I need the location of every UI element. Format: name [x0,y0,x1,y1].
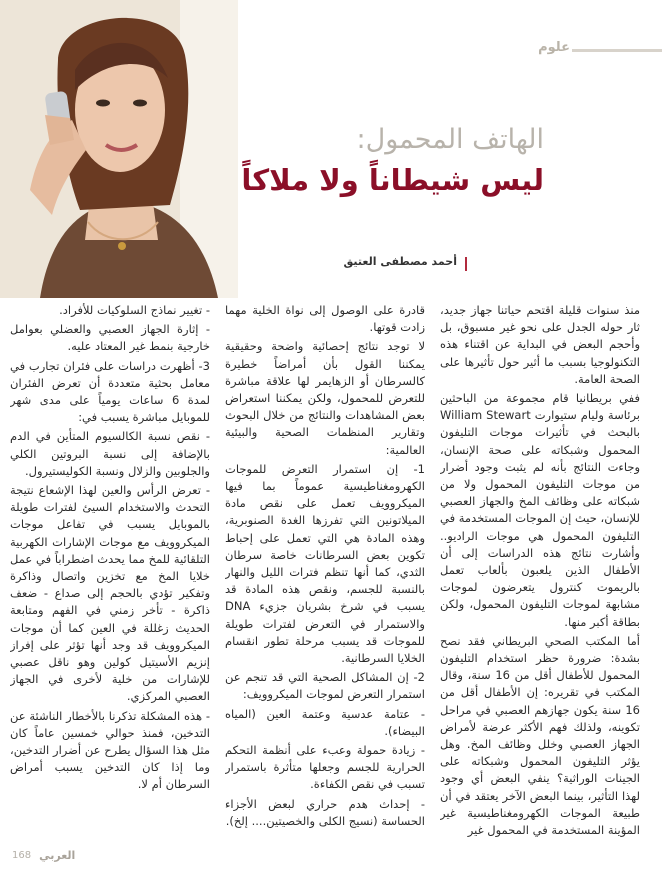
paragraph: - تعرض الرأس والعين لهذا الإشعاع نتيجة التحدث والاستخدام السيئ لفترات طويلة بالموبايل يسبب في تفاعل موجات الميكروويف مع موجات الإشارات الكهربية التلقائية للمخ مما يحدث اضطراباً في عمل خلايا المخ مع تخزين واتصال وذاكرة وتفكير تؤدي بالحجم إلى صداع - ضعف ذاكرة - تأخر زمني في الفهم ومتابعة الحديث زغللة في العين كما أن موجات الميكروويف قد وجد أنها تؤثر على إفراز إنزيم الأسيتيل كولين وهو ناقل عصبي للإشارات من خلية لأخرى في الجهاز العصبي المركزي. [10,483,210,704]
paragraph: - هذه المشكلة تذكرنا بالأخطار الناشئة عن التدخين، فمنذ حوالي خمسين عاماً كان مثل هذا السؤال يطرح عن أضرار التدخين، وما إذا كان التدخين يسبب أمراض السرطان أم لا. [10,708,210,792]
article-photo [0,0,238,298]
woman-on-phone-illustration [0,0,238,298]
author-name: أحمد مصطفى العتيق [343,255,457,268]
section-label: علوم [538,40,570,55]
paragraph: - تغيير نماذج السلوكيات للأفراد. [59,303,210,317]
paragraph: 2- إن المشاكل الصحية التي قد تنجم عن استمرار التعرض لموجات الميكروويف: [225,670,425,702]
page-footer [12,849,75,862]
paragraph: - زيادة حمولة وعبء على أنظمة التحكم الحرارية للجسم وجعلها متأثرة باستمرار تسبب في نقص الكفاءة. [225,743,425,792]
author-marker [465,257,467,271]
paragraph: - إثارة الجهاز العصبي والعضلي بعوامل خارجية بنمط غير المعتاد عليه. [10,322,210,354]
article-body [10,302,640,840]
paragraph: 1- إن استمرار التعرض للموجات الكهرومغناطيسية عموماً بما فيها الميكروويف تعمل على نقص مادة الميلاتونين التي تفرزها الغدة الصنوبرية، وهذه المادة هي التي تعمل على إحباط تكوين بعض السرطانات خاصة سرطان الثدي، كما أنها تنظم فترات الليل والنهار بالنسبة للجسم، ونقص هذه المادة قد يسبب في شرخ بشريان جزيء DNA والاستمرار في التعرض لفترات طويلة للموجات قد يسبب مرحلة تطور انقسام الخلايا السرطانية. [225,461,425,666]
paragraph: منذ سنوات قليلة اقتحم حياتنا جهاز جديد، ثار حوله الجدل على نحو غير مسبوق، بل وأحجم البعض في البداية عن اقتناء هذه التكنولوجيا بسبب ما أثير حول تأثيرها على الصحة العامة. [440,303,640,386]
paragraph: لا توجد نتائج إحصائية واضحة وحقيقية يمكننا القول بأن أمراضاً خطيرة كالسرطان أو الزهايمر لها علاقة مباشرة للتعرض للمحمول، ولكن يمكننا استعراض بعض المشاهدات والنتائج من خلال البحوث وتقارير المنظمات الصحية والبيئية العالمية: [225,339,425,457]
article-title [214,120,544,200]
paragraph: 3- أظهرت دراسات على فئران تجارب في معامل بحثية متعددة أن تعرض الفئران لمدة 6 ساعات يومياً على مدى شهر للموبايل مباشرة يسبب في: [10,358,210,425]
magazine-name: العربي [39,849,76,862]
section-divider [572,49,662,52]
title-line-1: الهاتف المحمول: [356,124,544,155]
paragraph: ففي بريطانيا قام مجموعة من الباحثين برئاسة وليام ستيوارت William Stewart بالبحث في تأثيرات موجات التليفون المحمول وشبكاته على صحة الإنسان، وجاءت النتائج بأنه لم يثبت وجود أضرار من موجات التليفون المحمول ولا من شبكاته على وظائف المخ والجهاز العصبي للإنسان، حيث إن الموجات المستخدمة في التليفون المحمول هي موجات الراديو.. وأشارت نتائج هذه الدراسات إلى أن الأطفال الذين يلعبون بألعاب تعمل بالريموت كنترول يتعرضون لموجات مشابهة لموجات التليفون المحمول، ولكن بطاقة أكبر منها. [440,391,640,629]
paragraph: - عتامة عدسية وعتمة العين (المياه البيضاء). [225,706,425,738]
column-2 [225,302,425,840]
title-line-2: ليس شيطاناً ولا ملاكاً [241,163,544,197]
paragraph: - إحداث هدم حراري لبعض الأجزاء الحساسة (نسيج الكلى والخصيتين.... إلخ). [225,796,425,828]
paragraph: قادرة على الوصول إلى نواة الخلية مهما زادت قوتها. [225,303,425,335]
column-3 [10,302,210,840]
paragraph: - نقص نسبة الكالسيوم المتأين في الدم بالإضافة إلى نسبة البروتين الكلي والجلوبين والزلال ونسبة الكوليستيرول. [10,429,210,478]
column-1 [440,302,640,840]
page-number: 168 [12,850,32,861]
paragraph: أما المكتب الصحي البريطاني فقد نصح بشدة: ضرورة حظر استخدام التليفون المحمول للأطفال أقل من 16 سنة، وقال المكتب في تقريره: إن الأطفال أقل من 16 سنة يكون جهازهم العصبي في مراحل تكوينه، ولذلك فهم الأكثر عرضة لأمراض الجهاز العصبي وخلل وظائف المخ. وهل يؤثر التليفون المحمول وشبكاته على الجينات الوراثية؟ ينفي البعض أي وجود لهذا التأثير، بينما البعض الآخر يعتقد في أن طبيعة الموجات الكهرومغناطيسية غير المؤينة المستخدمة في المحمول غير [440,633,640,838]
